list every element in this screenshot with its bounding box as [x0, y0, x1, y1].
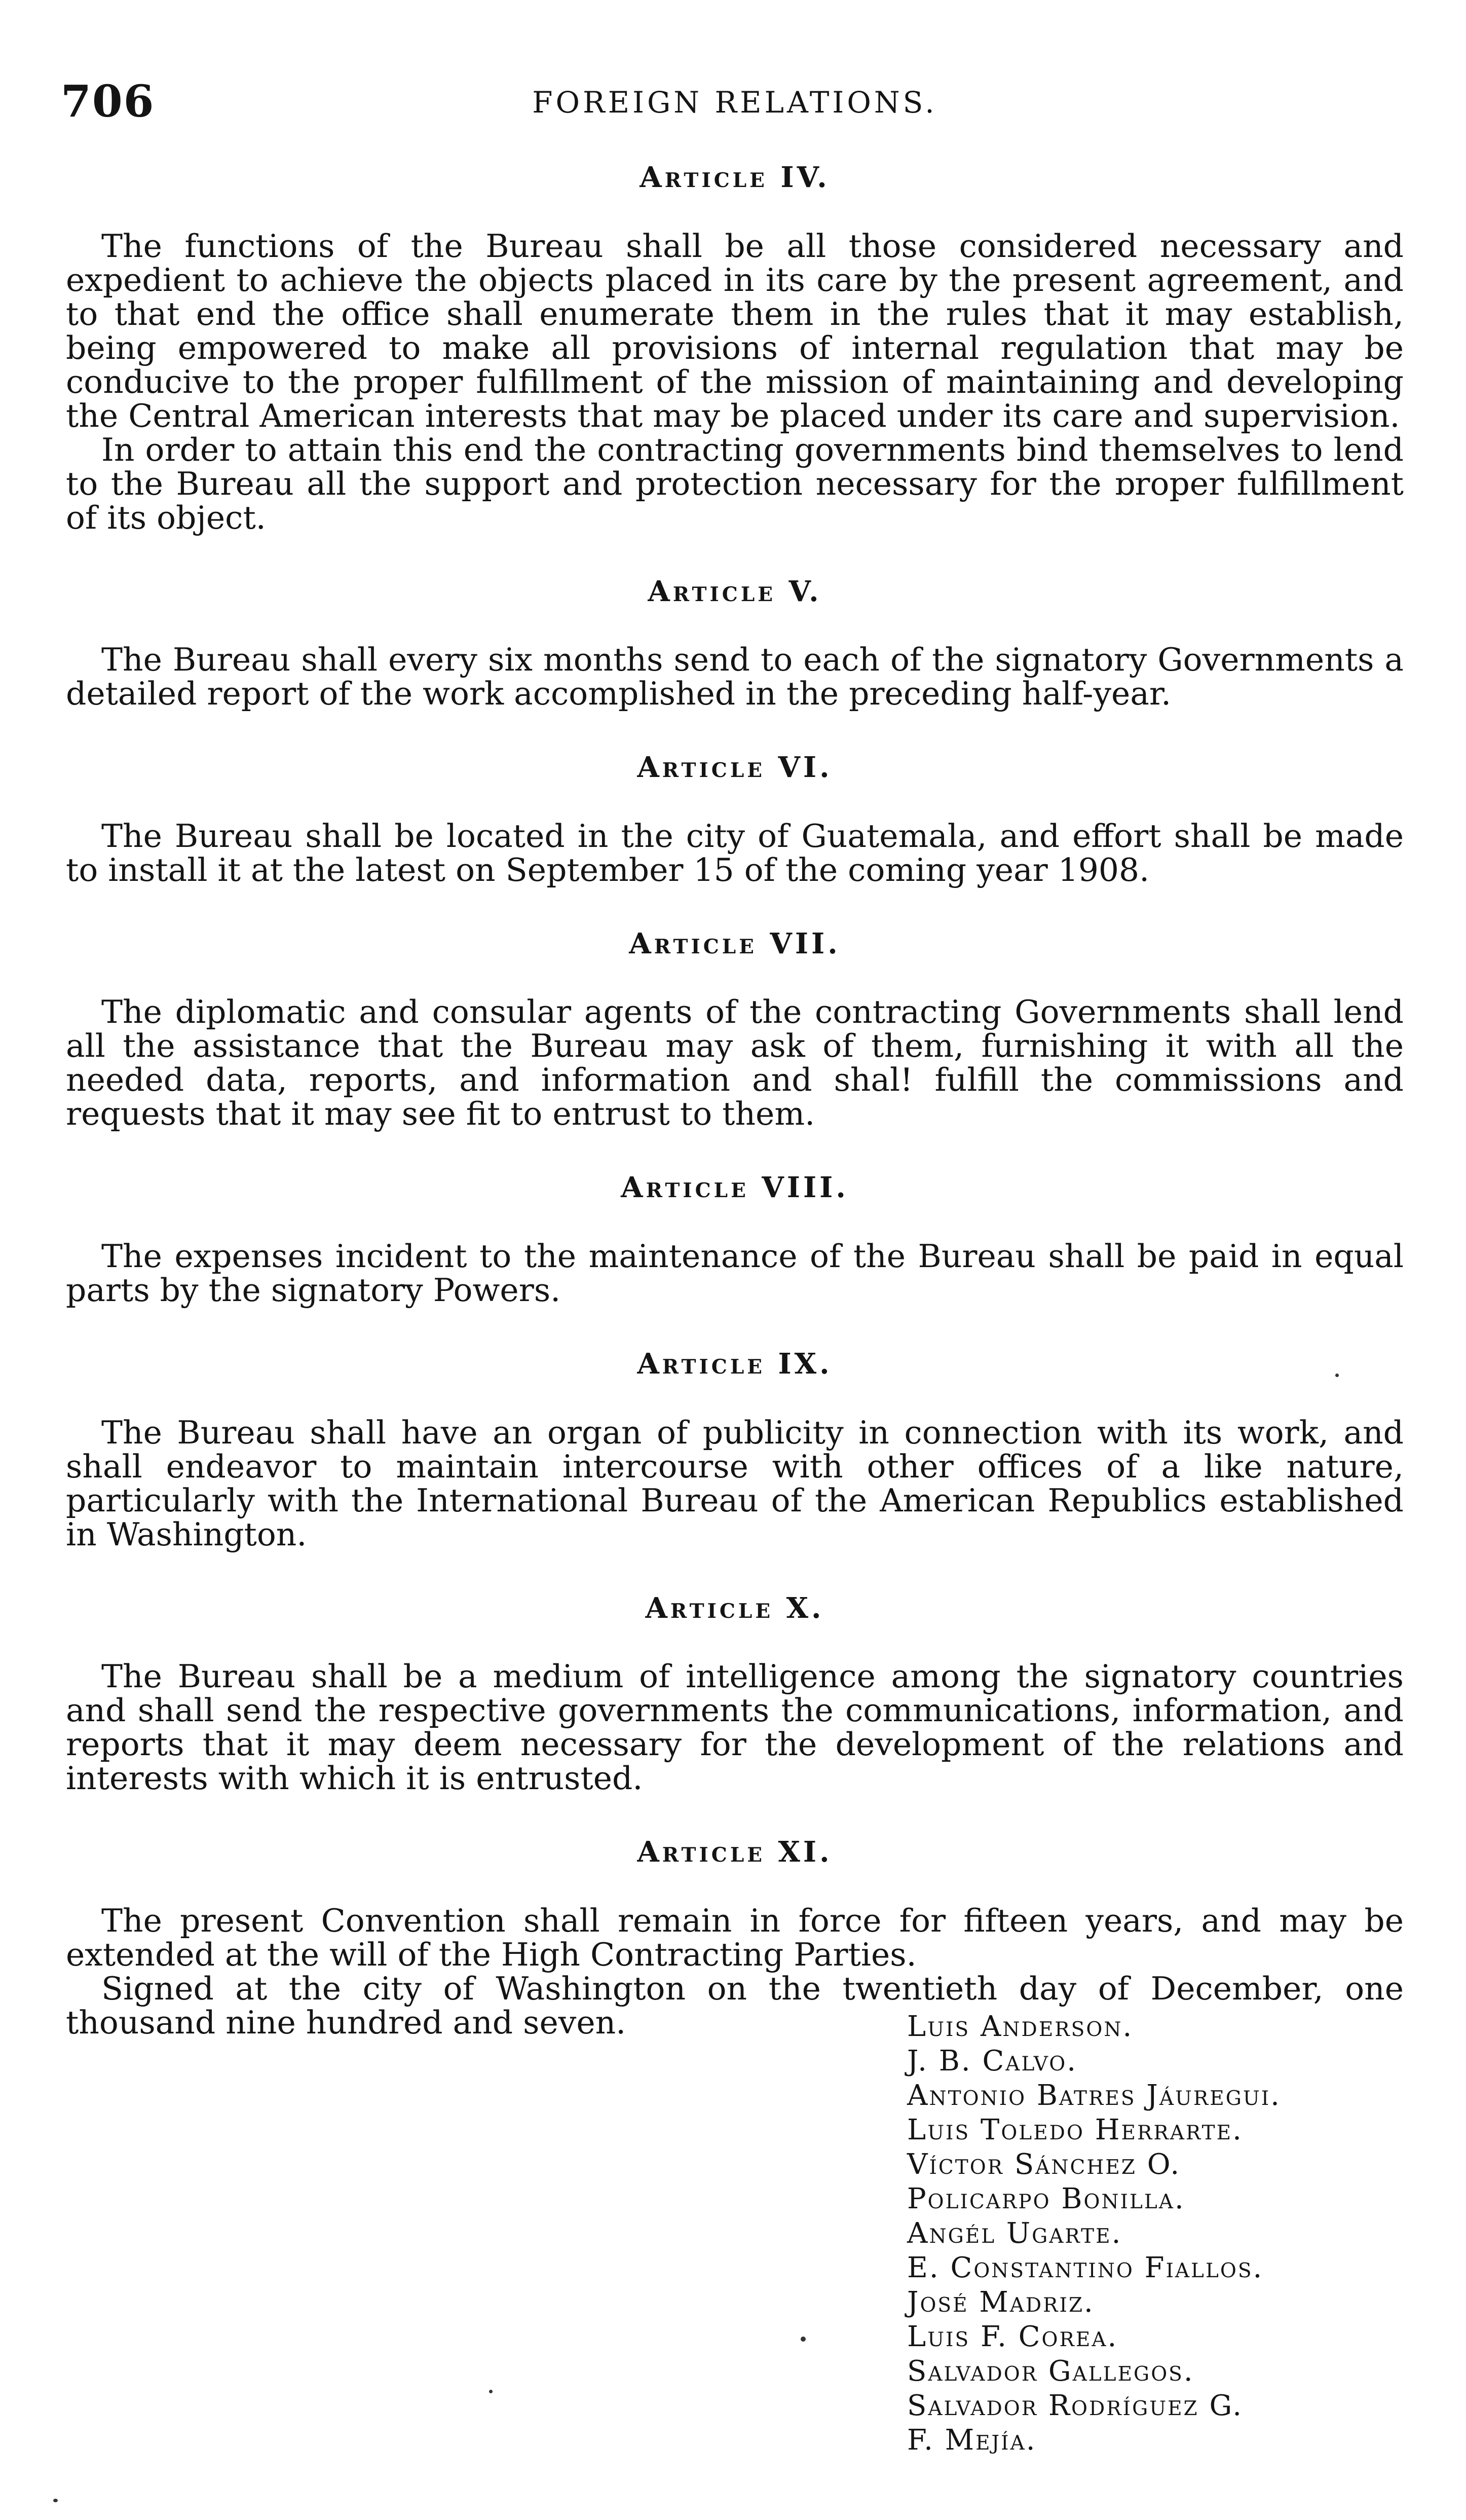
- running-title: FOREIGN RELATIONS.: [532, 85, 937, 120]
- article-heading: Article VII.: [629, 927, 841, 960]
- signatory-name: Luis F. Corea.: [907, 2320, 1118, 2353]
- article-paragraph: In order to attain this end the contracting governments bind themselves to lend to the Bureau all the support and protection necessary for the ɒroper fulfillment of its object.: [66, 431, 1404, 536]
- article-paragraph: The Bureau shall have an organ of publicity in connection with its work, and shall endeavor to maintain intercourse with other offices of a like nature, particularly with the International Bureau of the American Republics established in Washington.: [66, 1414, 1404, 1553]
- signatory-name: José Madriz.: [907, 2286, 1095, 2319]
- article-ix: [66, 1349, 1404, 1551]
- signatory-name: Luis Toledo Herrarte.: [907, 2114, 1243, 2146]
- article-vii: [66, 929, 1404, 1131]
- article-paragraph: Signed at the city of Washington on the twentieth day of December, one thousand nine hundred and seven.: [66, 1970, 1404, 2041]
- signatory-name: E. Constantino Fiallos.: [907, 2251, 1264, 2284]
- signatory-name: Policarpo Bonilla.: [907, 2182, 1185, 2215]
- article-heading: Article VIII.: [621, 1171, 849, 1205]
- document-body: [66, 162, 1404, 2040]
- article-heading: Article IV.: [640, 161, 830, 194]
- article-heading: Article XI.: [637, 1835, 833, 1869]
- article-paragraph: The Bureau shall be a medium of intelligence among the signatory countries and shall send the respective governments the communications, information, and reports that it may deem necessary for the development of the relations and interests with which it is entrusted.: [66, 1658, 1404, 1797]
- article-viii: [66, 1172, 1404, 1307]
- article-heading: Article VI.: [637, 751, 833, 785]
- print-speck: [801, 2337, 806, 2342]
- signatory-name: Antonio Batres Jáuregui.: [907, 2079, 1281, 2112]
- print-speck: [53, 2499, 58, 2502]
- signatory-name: Víctor Sánchez O.: [907, 2148, 1181, 2181]
- signatory-name: F. Mejía.: [907, 2424, 1037, 2457]
- signatory-name: Angél Ugarte.: [907, 2217, 1122, 2250]
- signatory-name: Luis Anderson.: [907, 2010, 1134, 2043]
- signatory-name: J. B. Calvo.: [907, 2045, 1077, 2078]
- article-paragraph: The Bureau shall be located in the city of Guatemala, and effort shall be made to install it at the latest on September 15 of the coming year 1908.: [66, 817, 1404, 888]
- signatory-list: [907, 2010, 1414, 2458]
- page-number: 706: [61, 76, 155, 127]
- article-vi: [66, 752, 1404, 887]
- article-heading: Article V.: [648, 574, 822, 608]
- article-iv: [66, 162, 1404, 535]
- article-paragraph: The expenses incident to the maintenance of the Bureau shall be paid in equal parts by the signatory Powers.: [66, 1237, 1404, 1309]
- article-paragraph: The functions of the Bureau shall be all those considered necessary and expedient to achieve the objects placed in its care by the present agreement, and to that end the office shall enumerate them in the rules that it may establish, being empowered to make all provisions of internal regulation that may be conducive to the proper fulfillment of the mission of maintaining and developing the Central American interests that may be placed under its care and supervision.: [66, 227, 1404, 434]
- print-speck: [1335, 1374, 1339, 1377]
- article-paragraph: The diplomatic and consular agents of the contracting Governments shall lend all the assistance that the Bureau may ask of them, furnishing it with all the needed data, reports, and information and shal! fulfill the commissions and requests that it may see fit to entrust to them.: [66, 993, 1404, 1133]
- article-paragraph: The present Convention shall remain in force for fifteen years, and may be extended at the will of the High Contracting Parties.: [66, 1902, 1404, 1973]
- article-xi: [66, 1837, 1404, 2040]
- article-x: [66, 1593, 1404, 1796]
- article-paragraph: The Bureau shall every six months send to each of the signatory Governments a detailed report of the work accomplished in the preceding half-year.: [66, 641, 1404, 713]
- print-speck: [489, 2390, 493, 2393]
- signatory-name: Salvador Rodríguez G.: [907, 2389, 1243, 2422]
- article-heading: Article X.: [645, 1591, 824, 1625]
- running-header: [56, 76, 1414, 132]
- article-v: [66, 576, 1404, 711]
- signatory-name: Salvador Gallegos.: [907, 2355, 1194, 2388]
- article-heading: Article IX.: [637, 1347, 833, 1381]
